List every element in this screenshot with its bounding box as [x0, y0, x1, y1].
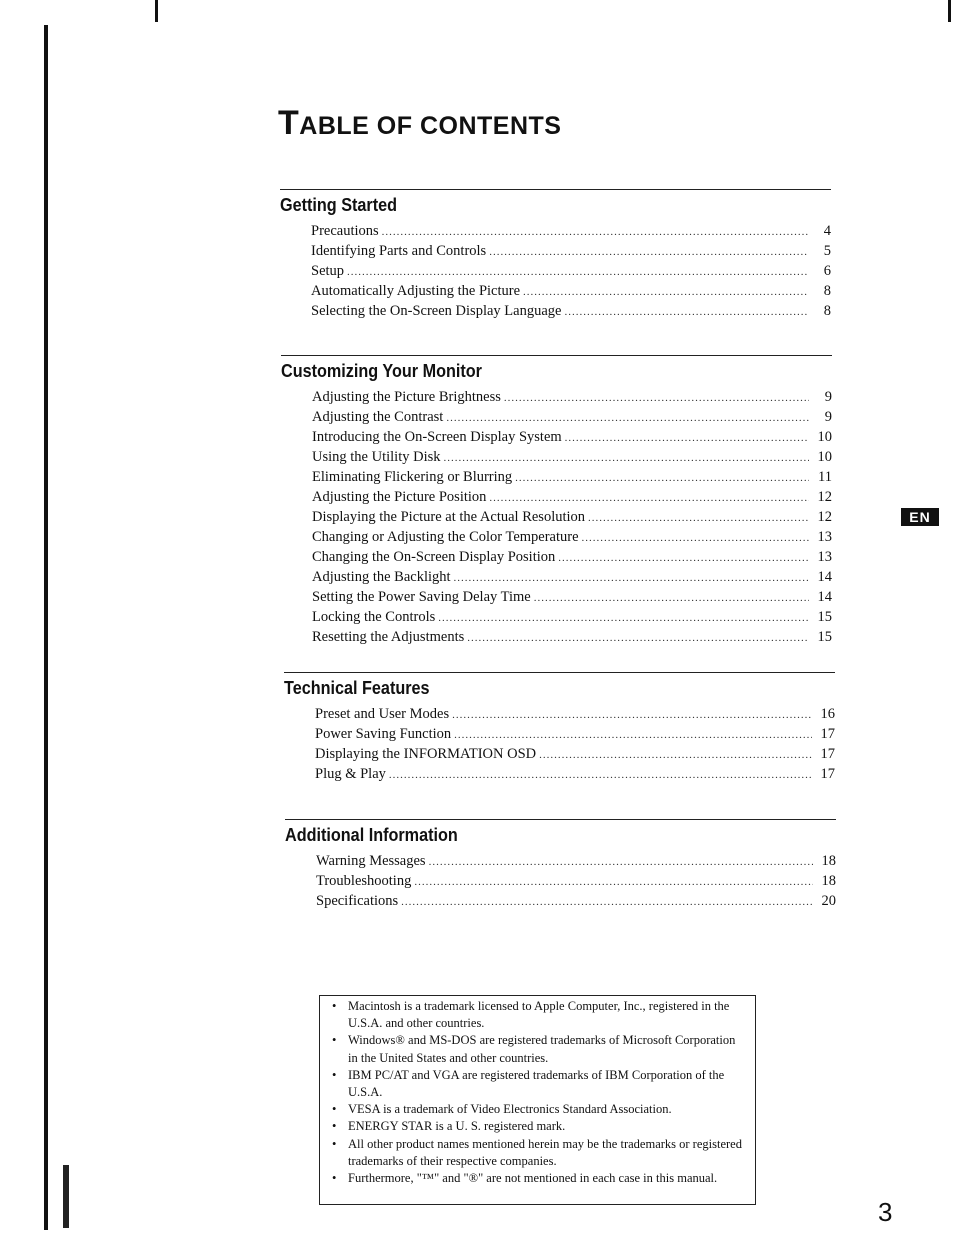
entry-page: 15	[817, 629, 832, 645]
trademark-item: • Furthermore, "™" and "®" are not mentioned in each case in this manual.	[330, 1170, 745, 1187]
entry-page: 10	[817, 449, 832, 465]
entry-title: Automatically Adjusting the Picture	[311, 283, 521, 299]
toc-entry[interactable]	[312, 488, 832, 508]
toc-entry[interactable]	[311, 222, 831, 242]
entry-page: 5	[823, 243, 831, 259]
toc-entry[interactable]	[312, 588, 832, 608]
dot-leader	[389, 766, 812, 785]
entry-title: Displaying the Picture at the Actual Resolution	[312, 509, 586, 525]
toc-entry[interactable]	[315, 765, 835, 785]
toc-entry[interactable]	[311, 262, 831, 282]
dot-leader	[452, 706, 812, 725]
entry-page: 9	[824, 409, 832, 425]
section-additional-information	[285, 819, 836, 912]
entry-title: Plug & Play	[315, 766, 386, 782]
dot-leader	[438, 609, 809, 628]
toc-entry[interactable]	[312, 528, 832, 548]
entry-title: Adjusting the Picture Position	[312, 489, 487, 505]
dot-leader	[454, 726, 812, 745]
section-heading: Customizing Your Monitor	[281, 361, 482, 381]
entry-page: 20	[821, 893, 836, 909]
toc-entry[interactable]	[312, 508, 832, 528]
language-badge: EN	[901, 508, 939, 526]
dot-leader	[382, 223, 808, 242]
entry-page: 14	[817, 569, 832, 585]
section-rule	[285, 819, 836, 820]
trademark-notice-box	[319, 995, 756, 1205]
entry-list	[315, 705, 835, 785]
section-technical-features	[284, 672, 835, 785]
entry-page: 13	[817, 549, 832, 565]
trademark-item: • Macintosh is a trademark licensed to Apple Computer, Inc., registered in the U.S.A. and other countries.	[330, 998, 745, 1032]
binding-edge-mark	[63, 1165, 69, 1228]
dot-leader	[564, 303, 808, 322]
section-getting-started	[280, 189, 831, 322]
dot-leader	[582, 529, 809, 548]
section-rule	[284, 672, 835, 673]
toc-entry[interactable]	[311, 282, 831, 302]
entry-page: 17	[820, 746, 835, 762]
toc-entry[interactable]	[312, 568, 832, 588]
entry-list	[311, 222, 831, 322]
toc-entry[interactable]	[316, 892, 836, 912]
page-title: TABLE OF CONTENTS	[278, 104, 562, 142]
trademark-item: • Windows® and MS-DOS are registered trademarks of Microsoft Corporation in the United States and other countries.	[330, 1032, 745, 1066]
toc-entry[interactable]	[315, 725, 835, 745]
entry-title: Precautions	[311, 223, 379, 239]
toc-entry[interactable]	[312, 548, 832, 568]
section-rule	[281, 355, 832, 356]
entry-title: Changing or Adjusting the Color Temperature	[312, 529, 579, 545]
entry-page: 11	[818, 469, 832, 485]
toc-entry[interactable]	[312, 428, 832, 448]
entry-page: 8	[823, 303, 831, 319]
section-rule	[280, 189, 831, 190]
toc-entry[interactable]	[312, 388, 832, 408]
entry-title: Displaying the INFORMATION OSD	[315, 746, 537, 762]
entry-title: Adjusting the Contrast	[312, 409, 444, 425]
dot-leader	[489, 489, 809, 508]
trademark-item: • All other product names mentioned herein may be the trademarks or registered trademarks of their respective companies.	[330, 1136, 745, 1170]
dot-leader	[489, 243, 808, 262]
entry-list	[316, 852, 836, 912]
dot-leader	[504, 389, 809, 408]
toc-entry[interactable]	[312, 408, 832, 428]
entry-page: 18	[821, 873, 836, 889]
toc-entry[interactable]	[312, 608, 832, 628]
dot-leader	[401, 893, 813, 912]
toc-entry[interactable]	[312, 468, 832, 488]
toc-entry[interactable]	[311, 242, 831, 262]
toc-entry[interactable]	[316, 872, 836, 892]
entry-page: 13	[817, 529, 832, 545]
entry-title: Setup	[311, 263, 345, 279]
entry-page: 6	[823, 263, 831, 279]
dot-leader	[347, 263, 808, 282]
entry-page: 15	[817, 609, 832, 625]
entry-title: Eliminating Flickering or Blurring	[312, 469, 513, 485]
entry-page: 17	[820, 766, 835, 782]
dot-leader	[446, 409, 809, 428]
dot-leader	[523, 283, 808, 302]
trademark-item: • VESA is a trademark of Video Electronics Standard Association.	[330, 1101, 745, 1118]
trademark-item: • ENERGY STAR is a U. S. registered mark.	[330, 1118, 745, 1135]
dot-leader	[588, 509, 809, 528]
section-heading: Technical Features	[284, 678, 430, 698]
dot-leader	[414, 873, 813, 892]
entry-title: Power Saving Function	[315, 726, 452, 742]
corner-mark	[948, 0, 951, 22]
entry-page: 9	[824, 389, 832, 405]
dot-leader	[565, 429, 809, 448]
toc-entry[interactable]	[312, 628, 832, 648]
corner-mark	[155, 0, 158, 22]
entry-page: 8	[823, 283, 831, 299]
entry-title: Changing the On-Screen Display Position	[312, 549, 556, 565]
toc-entry[interactable]	[312, 448, 832, 468]
dot-leader	[467, 629, 809, 648]
entry-page: 14	[817, 589, 832, 605]
entry-title: Warning Messages	[316, 853, 426, 869]
dot-leader	[454, 569, 809, 588]
entry-title: Locking the Controls	[312, 609, 436, 625]
trademark-item: • IBM PC/AT and VGA are registered trademarks of IBM Corporation of the U.S.A.	[330, 1067, 745, 1101]
entry-page: 17	[820, 726, 835, 742]
toc-entry[interactable]	[315, 745, 835, 765]
section-heading: Additional Information	[285, 825, 458, 845]
entry-title: Identifying Parts and Controls	[311, 243, 487, 259]
dot-leader	[539, 746, 812, 765]
entry-page: 12	[817, 509, 832, 525]
dot-leader	[534, 589, 809, 608]
entry-title: Adjusting the Picture Brightness	[312, 389, 501, 405]
entry-page: 12	[817, 489, 832, 505]
toc-entry[interactable]	[311, 302, 831, 322]
dot-leader	[429, 853, 813, 872]
entry-page: 10	[817, 429, 832, 445]
entry-page: 4	[823, 223, 831, 239]
toc-entry[interactable]	[315, 705, 835, 725]
section-heading: Getting Started	[280, 195, 398, 215]
entry-title: Specifications	[316, 893, 399, 909]
entry-list	[312, 388, 832, 648]
entry-title: Selecting the On-Screen Display Language	[311, 303, 562, 319]
dot-leader	[515, 469, 809, 488]
entry-title: Adjusting the Backlight	[312, 569, 451, 585]
toc-entry[interactable]	[316, 852, 836, 872]
dot-leader	[558, 549, 809, 568]
binding-edge	[44, 25, 48, 1230]
dot-leader	[444, 449, 810, 468]
entry-title: Using the Utility Disk	[312, 449, 441, 465]
trademark-list	[330, 998, 745, 1187]
entry-title: Introducing the On-Screen Display System	[312, 429, 562, 445]
section-customizing-your-monitor	[281, 355, 832, 648]
entry-title: Preset and User Modes	[315, 706, 450, 722]
entry-title: Setting the Power Saving Delay Time	[312, 589, 531, 605]
entry-page: 16	[820, 706, 835, 722]
entry-title: Resetting the Adjustments	[312, 629, 465, 645]
entry-title: Troubleshooting	[316, 873, 412, 889]
entry-page: 18	[821, 853, 836, 869]
page-number: 3	[878, 1197, 893, 1227]
